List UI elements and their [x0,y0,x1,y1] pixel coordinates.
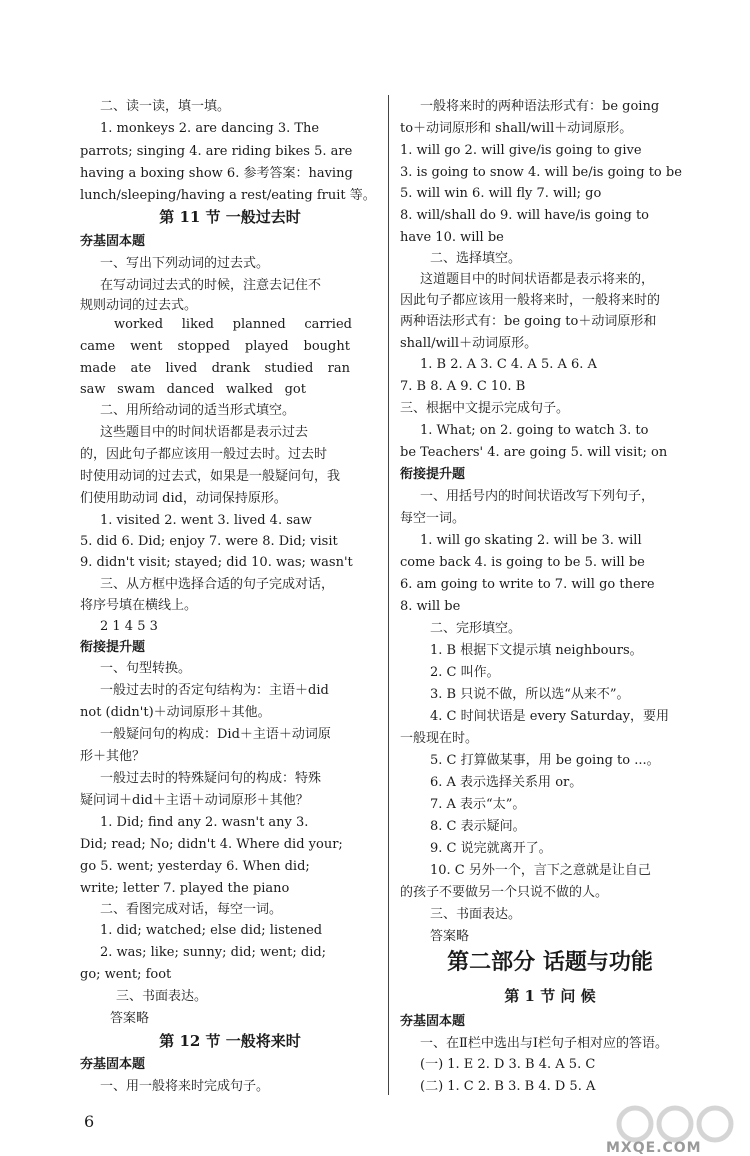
text-line: 一般现在时。 [400,731,479,746]
text-line: (一) 1. E 2. D 3. B 4. A 5. C [420,1057,596,1072]
word: planned [232,317,286,332]
text-line: 7. B 8. A 9. C 10. B [400,379,526,394]
text-line: 三、根据中文提示完成句子。 [400,401,570,416]
text-line: 的，因此句子都应该用一般过去时。过去时 [80,447,328,462]
text-line: come back 4. is going to be 5. will be [400,555,645,570]
text-line: 1. did; watched; else did; listened [100,923,323,938]
word: studied [264,361,314,376]
text-line: 一、句型转换。 [100,661,192,676]
text-line: 6. A 表示选择关系用 or。 [430,775,583,790]
text-line: go 5. went; yesterday 6. When did; [80,859,310,874]
section-title: 第 1 节 问 候 [504,987,596,1005]
section-title: 第 11 节 一般过去时 [159,208,301,226]
text-line: 一、用括号内的时间状语改写下列句子， [420,489,655,504]
text-line: 三、从方框中选择合适的句子完成对话， [100,577,335,592]
word: came [80,339,116,354]
word: went [130,339,163,354]
text-line: 1. visited 2. went 3. lived 4. saw [100,513,312,528]
text-line: having a boxing show 6. 参考答案：having [80,166,353,181]
text-line: 1. will go skating 2. will be 3. will [420,533,642,548]
text-line: 6. am going to write to 7. will go there [400,577,655,592]
text-line: 每空一词。 [400,511,466,526]
word: stopped [177,339,230,354]
text-line: 三、书面表达。 [116,989,208,1004]
text-line: lunch/sleeping/having a rest/eating fruit 等。 [80,188,376,203]
text-line: 的孩子不要做另一个只说不做的人。 [400,885,609,900]
text-line: write; letter 7. played the piano [80,881,290,896]
text-line: 因此句子都应该用一般将来时，一般将来时的 [400,293,661,308]
subsection-heading: 夯基固本题 [400,1014,466,1029]
text-line: shall/will＋动词原形。 [400,336,538,351]
text-line: 8. will/shall do 9. will have/is going to [400,208,649,223]
word: bought [303,339,350,354]
word: carried [304,317,352,332]
text-line: 二、看图完成对话，每空一词。 [100,902,283,917]
text-line: 1. What; on 2. going to watch 3. to [420,423,649,438]
text-line: 2 1 4 5 3 [100,619,158,634]
text-line: 8. will be [400,599,461,614]
text-line: 一、写出下列动词的过去式。 [100,256,270,271]
word: saw [80,382,106,397]
text-line: not (didn't)＋动词原形＋其他。 [80,705,271,720]
text-line: go; went; foot [80,967,172,982]
text-line: 5. C 打算做某事，用 be going to ...。 [430,753,660,768]
word: danced [166,382,215,397]
word-row [80,361,350,377]
text-line: 一般将来时的两种语法形式有：be going [420,99,660,114]
text-line: 答案略 [430,929,470,944]
text-line: 二、完形填空。 [430,621,522,636]
text-line: 9. C 说完就离开了。 [430,841,552,856]
word-row [114,317,352,333]
subsection-heading: 夯基固本题 [80,1057,146,1072]
word: made [80,361,117,376]
word: got [284,382,306,397]
text-line: 8. C 表示疑问。 [430,819,526,834]
subsection-heading: 衔接提升题 [80,640,146,655]
text-line: 1. Did; find any 2. wasn't any 3. [100,815,309,830]
word: ran [327,361,350,376]
text-line: 两种语法形式有：be going to＋动词原形和 [400,314,657,329]
text-line: 1. B 根据下文提示填 neighbours。 [430,643,643,658]
text-line: 二、选择填空。 [430,251,522,266]
text-line: 5. did 6. Did; enjoy 7. were 8. Did; visit [80,534,338,549]
text-line: 三、书面表达。 [430,907,522,922]
text-line: (二) 1. C 2. B 3. B 4. D 5. A [420,1079,596,1094]
watermark-text: MXQE.COM [606,1140,702,1156]
text-line: 1. will go 2. will give/is going to give [400,143,642,158]
word: lived [165,361,198,376]
text-line: 10. C 另外一个，言下之意就是让自己 [430,863,651,878]
word-row [80,382,306,398]
text-line: 一般过去时的特殊疑问句的构成：特殊 [100,771,322,786]
text-line: 3. is going to snow 4. will be/is going to be [400,165,682,180]
word: worked [114,317,164,332]
text-line: 9. didn't visit; stayed; did 10. was; wasn't [80,555,353,570]
text-line: 1. B 2. A 3. C 4. A 5. A 6. A [420,357,597,372]
section-title: 第 12 节 一般将来时 [159,1032,301,1050]
text-line: 规则动词的过去式。 [80,298,198,313]
word: walked [226,382,273,397]
text-line: parrots; singing 4. are riding bikes 5. are [80,144,353,159]
column-divider [388,95,389,1095]
text-line: Did; read; No; didn't 4. Where did your; [80,837,343,852]
text-line: to＋动词原形和 shall/will＋动词原形。 [400,121,633,136]
text-line: 二、读一读，填一填。 [100,99,231,114]
text-line: have 10. will be [400,230,504,245]
text-line: 一般过去时的否定句结构为：主语＋did [100,683,329,698]
word: swam [117,382,156,397]
text-line: 7. A 表示“太”。 [430,797,526,812]
text-line: 将序号填在横线上。 [80,598,198,613]
page-number: 6 [84,1112,95,1131]
word: ate [130,361,152,376]
text-line: 形＋其他？ [80,749,146,764]
text-line: 这道题目中的时间状语都是表示将来的， [420,272,655,287]
text-line: 们使用助动词 did，动词保持原形。 [80,491,287,506]
text-line: 一、在Ⅱ栏中选出与Ⅰ栏句子相对应的答语。 [420,1036,668,1051]
text-line: 4. C 时间状语是 every Saturday，要用 [430,709,670,724]
word-row [80,339,350,355]
text-line: 这些题目中的时间状语都是表示过去 [100,425,309,440]
text-line: 在写动词过去式的时候，注意去记住不 [100,278,322,293]
text-line: 一、用一般将来时完成句子。 [100,1079,270,1094]
word: played [244,339,289,354]
word: liked [181,317,214,332]
text-line: 3. B 只说不做，所以选“从来不”。 [430,687,630,702]
text-line: 答案略 [110,1011,150,1026]
text-line: 二、用所给动词的适当形式填空。 [100,403,296,418]
text-line: 时使用动词的过去式，如果是一般疑问句，我 [80,469,341,484]
text-line: 疑问词＋did＋主语＋动词原形＋其他？ [80,793,309,808]
subsection-heading: 衔接提升题 [400,467,466,482]
text-line: 2. C 叫作。 [430,665,500,680]
word: drank [211,361,251,376]
text-line: 5. will win 6. will fly 7. will; go [400,186,602,201]
text-line: be Teachers' 4. are going 5. will visit; on [400,445,668,460]
text-line: 1. monkeys 2. are dancing 3. The [100,121,320,136]
text-line: 2. was; like; sunny; did; went; did; [100,945,327,960]
text-line: 一般疑问句的构成：Did＋主语＋动词原 [100,727,331,742]
subsection-heading: 夯基固本题 [80,234,146,249]
part-title: 第二部分 话题与功能 [447,949,653,975]
